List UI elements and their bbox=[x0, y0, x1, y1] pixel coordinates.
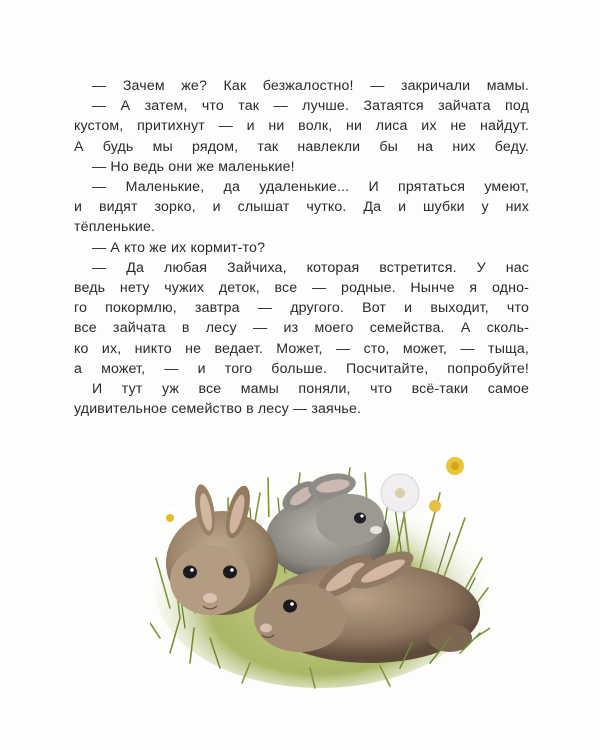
text-line: — Но ведь они же маленькие! bbox=[92, 158, 295, 175]
text-line: тёпленькие. bbox=[74, 219, 156, 236]
yellow-flower-icon bbox=[429, 457, 464, 512]
story-text bbox=[74, 76, 529, 419]
text-line: все зайчата в лесу — из моего семейства. А сколь- bbox=[74, 320, 529, 337]
text-line: удивительное семейство в лесу — заячье. bbox=[74, 401, 362, 418]
text-line: И тут уж все мамы поняли, что всё-таки самое bbox=[92, 381, 529, 398]
text-line: и видят зорко, и слышат чутко. Да и шубки у них bbox=[74, 199, 529, 216]
rabbits-illustration bbox=[150, 438, 490, 690]
text-line: ведь нету чужих деток, все — родные. Нынче я одно- bbox=[74, 280, 529, 297]
text-line: — А затем, что так — лучше. Затаятся зайчата под bbox=[92, 98, 529, 115]
text-line: — Да любая Зайчиха, которая встретится. У нас bbox=[92, 259, 529, 276]
text-line: — Зачем же? Как безжалостно! — закричали мамы. bbox=[92, 78, 529, 94]
text-line: А будь мы рядом, так навлекли бы на них беду. bbox=[74, 138, 529, 155]
text-line: — Маленькие, да удаленькие... И прятаться умеют, bbox=[92, 179, 529, 196]
text-line: кустом, притихнут — и ни волк, ни лиса их не найдут. bbox=[74, 118, 529, 135]
text-line: го покормлю, завтра — другого. Вот и выходит, что bbox=[74, 300, 529, 317]
text-line: — А кто же их кормит-то? bbox=[92, 239, 266, 256]
text-line: ко их, никто не ведает. Может, — сто, может, — тыща, bbox=[74, 340, 529, 357]
rabbits-in-grass-picture bbox=[150, 438, 490, 690]
daisy-icon bbox=[158, 506, 182, 530]
text-line: а может, — и того больше. Посчитайте, попробуйте! bbox=[74, 360, 529, 377]
